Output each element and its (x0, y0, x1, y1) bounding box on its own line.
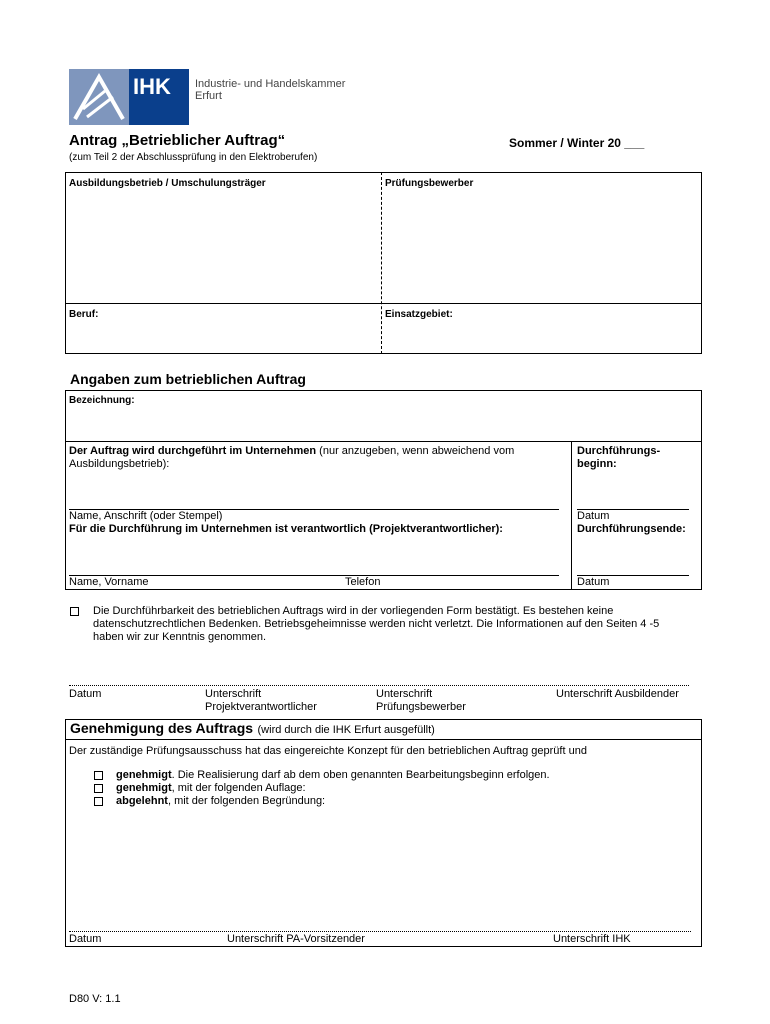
chamber-name: Industrie- und Handelskammer (195, 78, 346, 90)
start-label-text: Durchführungs-beginn: (577, 445, 661, 470)
approve-checkbox[interactable] (94, 771, 103, 780)
approval-chair-signature-label: Unterschrift PA-Vorsitzender (227, 933, 365, 945)
company-label: Ausbildungsbetrieb / Umschulungsträger (69, 178, 266, 189)
company-instruction (69, 445, 559, 471)
approval-intro: Der zuständige Prüfungsausschuss hat das eingereichte Konzept für den betrieblichen Auftrag geprüft und (69, 745, 587, 757)
approve-with-condition-checkbox[interactable] (94, 784, 103, 793)
ihk-abbr: IHK (133, 74, 171, 99)
field-of-work-field[interactable] (470, 305, 700, 353)
ihk-logo (69, 69, 346, 125)
parties-divider (381, 172, 382, 354)
approve-option-text: . Die Realisierung darf ab dem oben genannten Bearbeitungsbeginn erfolgen. (171, 769, 550, 781)
approve-with-condition-bold: genehmigt (116, 782, 172, 794)
company-address-field[interactable] (68, 472, 560, 508)
approval-date-label: Datum (69, 933, 102, 945)
approve-with-condition-text: , mit der folgenden Auflage: (171, 782, 306, 794)
responsible-phone-label: Telefon (345, 576, 381, 588)
occupation-field[interactable] (110, 305, 378, 353)
designation-label: Bezeichnung: (69, 395, 135, 406)
approve-option (116, 769, 550, 782)
end-label: Durchführungsende: (577, 523, 686, 535)
approval-notes-field[interactable] (69, 812, 697, 928)
responsible-name-label: Name, Vorname (69, 576, 149, 588)
signature-line (69, 685, 689, 686)
confirmation-checkbox[interactable] (70, 607, 79, 616)
page-subtitle: (zum Teil 2 der Abschlussprüfung in den Elektroberufen) (69, 152, 318, 163)
approval-signature-line (69, 931, 691, 932)
approval-heading (70, 720, 435, 738)
field-label: Einsatzgebiet: (385, 309, 453, 320)
company-field[interactable] (66, 192, 380, 302)
signature-date-label: Datum (69, 688, 102, 700)
exam-season[interactable]: Sommer / Winter 20 ___ (509, 136, 645, 150)
parties-row-divider (65, 303, 702, 304)
company-instruction-bold: Der Auftrag wird durchgeführt im Unternehmen (69, 445, 317, 457)
start-date-field[interactable] (577, 472, 689, 508)
end-date-field[interactable] (577, 538, 689, 574)
form-version: D80 V: 1.1 (69, 993, 121, 1005)
ihk-abbr-block (129, 69, 189, 125)
chamber-city: Erfurt (195, 90, 222, 102)
candidate-field[interactable] (383, 192, 701, 302)
designation-field[interactable] (66, 408, 701, 440)
reject-checkbox[interactable] (94, 797, 103, 806)
company-instruction-note: (nur anzugeben, wenn abweichend vom Ausbildungsbetrieb): (69, 445, 515, 470)
reject-option-bold: abgelehnt (116, 795, 168, 807)
responsible-field[interactable] (68, 538, 560, 574)
ihk-emblem-icon (69, 69, 129, 125)
signature-project-lead-label: Unterschrift Projektverantwortlicher (205, 688, 317, 713)
name-address-label: Name, Anschrift (oder Stempel) (69, 510, 223, 522)
start-label (577, 445, 687, 471)
approval-heading-divider (65, 739, 702, 740)
responsible-label: Für die Durchführung im Unternehmen ist verantwortlich (Projektverantwortlicher): (69, 523, 503, 535)
assignment-col-divider (571, 441, 572, 590)
reject-option-text: , mit der folgenden Begründung: (167, 795, 326, 807)
assignment-row-divider (65, 441, 702, 442)
reject-option (116, 795, 325, 808)
approval-heading-note: (wird durch die IHK Erfurt ausgefüllt) (257, 724, 435, 736)
approve-option-bold: genehmigt (116, 769, 172, 781)
start-date-label: Datum (577, 510, 610, 522)
occupation-label: Beruf: (69, 309, 99, 320)
page-title: Antrag „Betrieblicher Auftrag“ (69, 132, 286, 149)
approve-with-condition-option (116, 782, 306, 795)
signature-trainer-label: Unterschrift Ausbildender (556, 688, 679, 700)
signature-area[interactable] (69, 660, 689, 684)
approval-ihk-signature-label: Unterschrift IHK (553, 933, 631, 945)
end-date-label: Datum (577, 576, 610, 588)
confirmation-text: Die Durchführbarkeit des betrieblichen Auftrags wird in der vorliegenden Form bestätigt. Es bestehen keine datenschutzrechtlichen Bedenken. Betriebsgeheimnisse werden nicht verletzt. Die Informationen auf den Seiten 4 -5 haben wir zur Kenntnis genommen. (93, 605, 660, 643)
signature-candidate-label: Unterschrift Prüfungsbewerber (376, 688, 466, 713)
assignment-heading: Angaben zum betrieblichen Auftrag (70, 371, 306, 387)
approval-heading-title: Genehmigung des Auftrags (70, 720, 254, 736)
candidate-label: Prüfungsbewerber (385, 178, 474, 189)
